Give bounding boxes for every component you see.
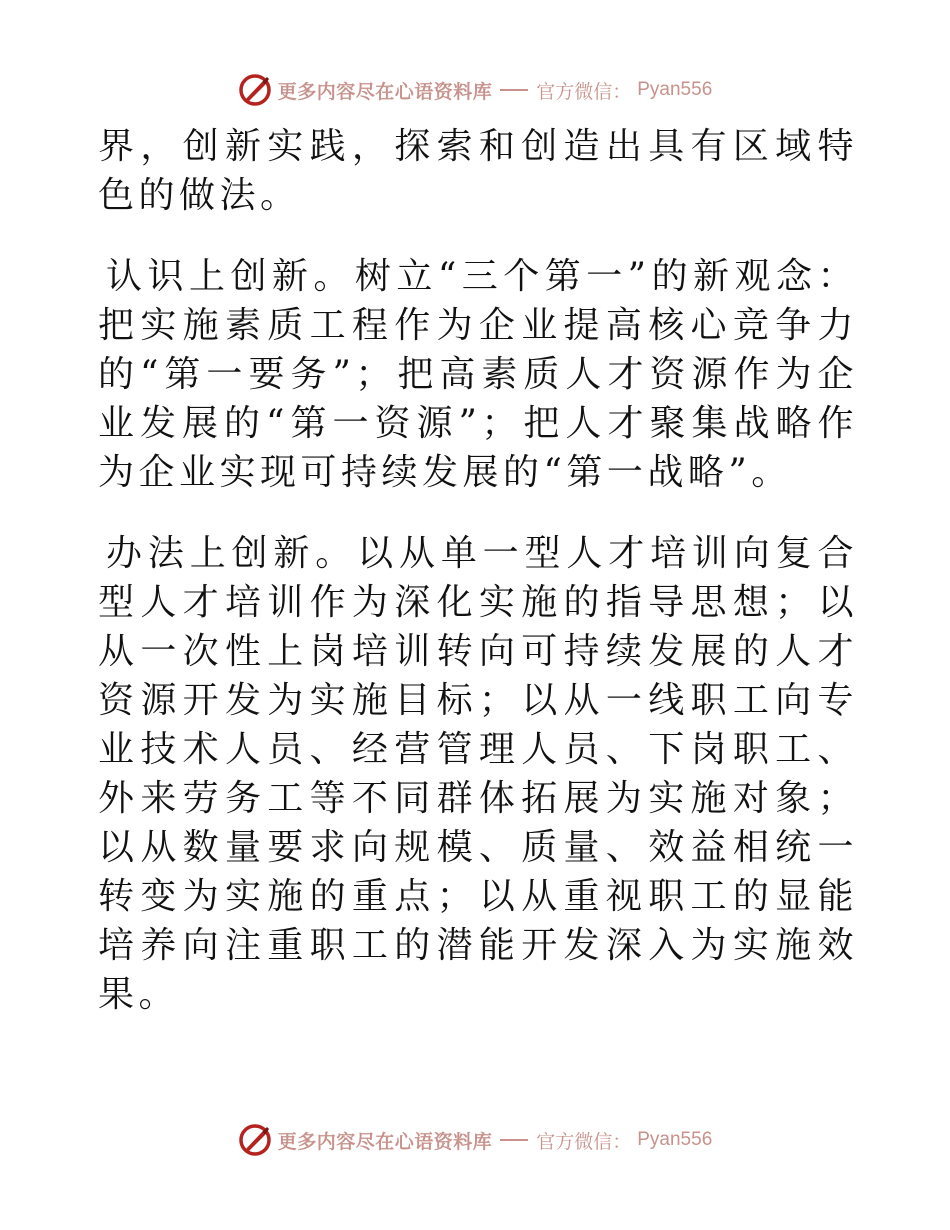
paragraph-method-innovation: 办法上创新。以从单一型人才培训向复合型人才培训作为深化实施的指导思想；以从一次性上岗培训转向可持续发展的人才资源开发为实施目标；以从一线职工向专业技术人员、经营管理人员、下岗职工、外来劳务工等不同群体拓展为实施对象；以从数量要求向规模、质量、效益相统一转变为实施的重点；以从重视职工的显能培养向注重职工的潜能开发深入为实施效果。: [98, 533, 858, 1015]
header-wechat-label: 官方微信：: [536, 80, 632, 103]
header-dash: [500, 89, 528, 91]
document-body: [98, 122, 858, 1019]
paragraph-continuation: 界，创新实践，探索和创造出具有区域特色的做法。: [98, 126, 858, 216]
header-wechat-id: Pyan556: [637, 79, 713, 100]
header-watermark: [0, 70, 950, 110]
red-circle-pen-icon: [238, 1123, 272, 1157]
footer-dash: [500, 1139, 528, 1141]
red-circle-pen-icon: [238, 73, 272, 107]
footer-wechat-id: Pyan556: [637, 1129, 713, 1150]
header-brand-text: 更多内容尽在心语资料库: [277, 80, 493, 103]
footer-watermark: [0, 1120, 950, 1160]
footer-wechat-label: 官方微信：: [536, 1130, 632, 1153]
paragraph-cognition-innovation: 认识上创新。树立“三个第一”的新观念：把实施素质工程作为企业提高核心竞争力的“第一要务”；把高素质人才资源作为企业发展的“第一资源”；把人才聚集战略作为企业实现可持续发展的“第一战略”。: [98, 256, 858, 493]
footer-brand-text: 更多内容尽在心语资料库: [277, 1130, 493, 1153]
